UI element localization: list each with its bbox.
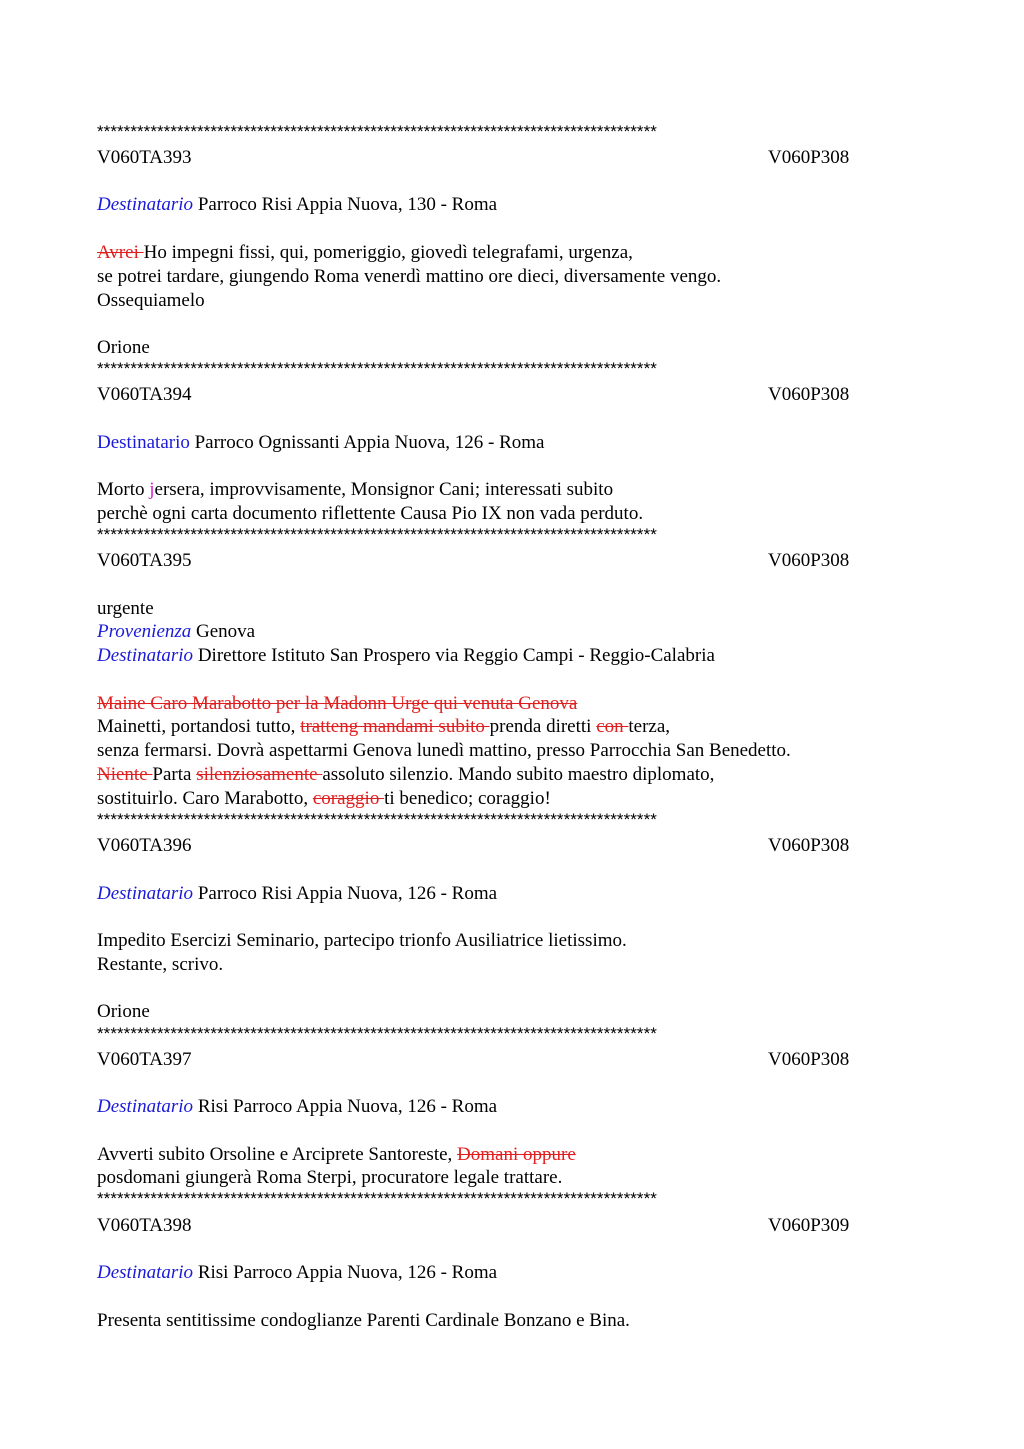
origin: Genova: [191, 621, 256, 642]
separator: ************************************************************************************: [97, 124, 657, 140]
origin-line: [97, 620, 255, 644]
recipient: Risi Parroco Appia Nuova, 126 - Roma: [193, 1096, 498, 1117]
recipient: Parroco Risi Appia Nuova, 126 - Roma: [193, 883, 498, 904]
recipient: Parroco Ognissanti Appia Nuova, 126 - Roma: [189, 432, 545, 453]
recipient-line: [97, 882, 497, 906]
deleted-text: Maine Caro Marabotto per la Madonn Urge qui venuta Genova: [97, 693, 578, 714]
letter-code: V060TA394: [97, 384, 192, 405]
recipient: Risi Parroco Appia Nuova, 126 - Roma: [193, 1262, 498, 1283]
body-line: Niente Parta silenziosamente assoluto silenzio. Mando subito maestro diplomato,: [97, 764, 715, 785]
deleted-text: con: [596, 716, 629, 737]
letter-code: V060TA396: [97, 835, 192, 856]
deleted-text: silenziosamente: [196, 764, 323, 785]
body-line: Mainetti, portandosi tutto, tratteng mandami subito prenda diretti con terza,: [97, 716, 671, 737]
letter-code: V060TA397: [97, 1049, 192, 1070]
body-line: [97, 692, 577, 716]
body-line: senza fermarsi. Dovrà aspettarmi Genova lunedì mattino, presso Parrocchia San Benedetto.: [97, 740, 791, 761]
body-line: Avverti subito Orsoline e Arciprete Santoreste, Domani oppure: [97, 1144, 576, 1165]
body-line: Avrei Ho impegni fissi, qui, pomeriggio, giovedì telegrafami, urgenza,: [97, 242, 633, 263]
recipient-label: Destinatario: [97, 883, 194, 904]
recipient-label: Destinatario: [97, 1096, 194, 1117]
page-code: V060P308: [768, 550, 850, 571]
signature: Orione: [97, 1001, 150, 1022]
deleted-text: coraggio: [312, 788, 385, 809]
separator: ************************************************************************************: [97, 527, 657, 543]
recipient-line: [97, 431, 544, 455]
letter-code: V060TA393: [97, 147, 192, 168]
recipient-line: [97, 193, 497, 217]
page-code: V060P308: [768, 835, 850, 856]
body-line: Presenta sentitissime condoglianze Parenti Cardinale Bonzano e Bina.: [97, 1310, 630, 1331]
body-line: perchè ogni carta documento riflettente Causa Pio IX non vada perduto.: [97, 503, 644, 524]
page-code: V060P308: [768, 1049, 850, 1070]
separator: ************************************************************************************: [97, 1191, 657, 1207]
recipient: Direttore Istituto San Prospero via Reggio Campi - Reggio-Calabria: [193, 645, 715, 666]
body-line: Morto jersera, improvvisamente, Monsignor Cani; interessati subito: [97, 479, 614, 500]
urgent-note: urgente: [97, 598, 154, 619]
recipient-line: [97, 1095, 497, 1119]
recipient-label: Destinatario: [97, 1262, 194, 1283]
body-line: Ossequiamelo: [97, 290, 205, 311]
letter-code: V060TA395: [97, 550, 192, 571]
deleted-text: Avrei: [97, 242, 144, 263]
page-code: V060P308: [768, 147, 850, 168]
recipient-line: [97, 1261, 497, 1285]
body-line: Restante, scrivo.: [97, 954, 224, 975]
body-line: se potrei tardare, giungendo Roma venerdì mattino ore dieci, diversamente vengo.: [97, 266, 722, 287]
body-line: sostituirlo. Caro Marabotto, coraggio ti benedico; coraggio!: [97, 788, 551, 809]
separator: ************************************************************************************: [97, 361, 657, 377]
recipient-label: Destinatario: [97, 194, 194, 215]
deleted-text: Niente: [97, 764, 153, 785]
page-code: V060P309: [768, 1215, 850, 1236]
deleted-text: tratteng mandami subito: [300, 716, 490, 737]
recipient-label: Destinatario: [97, 645, 194, 666]
origin-label: Provenienza: [97, 621, 192, 642]
separator: ************************************************************************************: [97, 812, 657, 828]
recipient-line: [97, 644, 715, 668]
body-line: Impedito Esercizi Seminario, partecipo trionfo Ausiliatrice lietissimo.: [97, 930, 627, 951]
page-code: V060P308: [768, 384, 850, 405]
letter-code: V060TA398: [97, 1215, 192, 1236]
recipient: Parroco Risi Appia Nuova, 130 - Roma: [193, 194, 498, 215]
signature: Orione: [97, 337, 150, 358]
deleted-text: Domani oppure: [457, 1144, 576, 1165]
body-line: posdomani giungerà Roma Sterpi, procuratore legale trattare.: [97, 1167, 563, 1188]
separator: ************************************************************************************: [97, 1026, 657, 1042]
recipient-label: Destinatario: [97, 432, 190, 453]
